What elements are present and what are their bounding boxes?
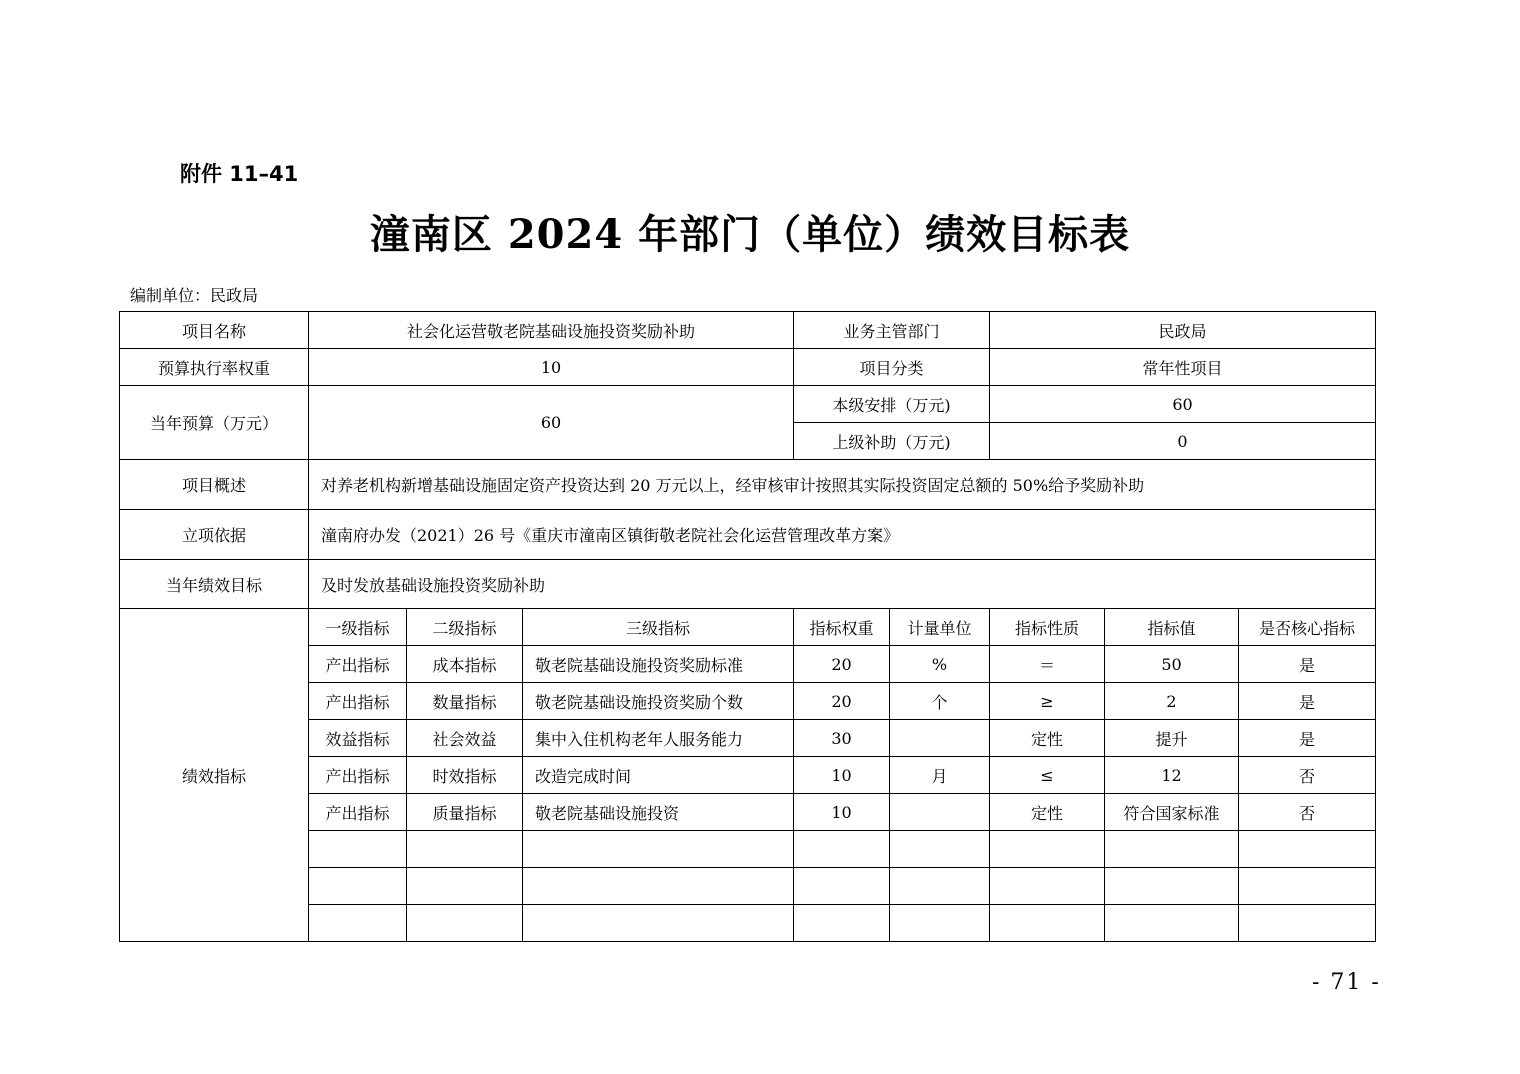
project-name-value: 社会化运营敬老院基础设施投资奖励补助 xyxy=(309,312,794,349)
table-row xyxy=(120,831,1376,868)
cell-weight: 20 xyxy=(794,646,890,683)
basis-label: 立项依据 xyxy=(120,510,309,560)
cell-level2 xyxy=(407,831,523,868)
budget-value: 60 xyxy=(309,386,794,460)
cell-unit xyxy=(890,905,990,942)
cell-value: 提升 xyxy=(1105,720,1239,757)
cell-value: 符合国家标准 xyxy=(1105,794,1239,831)
cell-weight xyxy=(794,905,890,942)
cell-value xyxy=(1105,905,1239,942)
cell-value: 50 xyxy=(1105,646,1239,683)
cell-level1 xyxy=(309,905,407,942)
cell-unit xyxy=(890,831,990,868)
header-value: 指标值 xyxy=(1105,609,1239,646)
cell-nature: ≤ xyxy=(990,757,1105,794)
table-row xyxy=(120,794,1376,831)
cell-nature: 定性 xyxy=(990,720,1105,757)
upper-value: 0 xyxy=(990,423,1376,460)
cell-value: 12 xyxy=(1105,757,1239,794)
cell-level3: 改造完成时间 xyxy=(523,757,794,794)
cell-level2: 质量指标 xyxy=(407,794,523,831)
cell-weight xyxy=(794,868,890,905)
cell-core: 是 xyxy=(1239,720,1376,757)
overview-label: 项目概述 xyxy=(120,460,309,510)
cell-core xyxy=(1239,905,1376,942)
cell-level2: 数量指标 xyxy=(407,683,523,720)
cell-weight xyxy=(794,831,890,868)
table-row xyxy=(120,757,1376,794)
cell-level3 xyxy=(523,868,794,905)
page-number: - 71 - xyxy=(1312,970,1381,995)
attachment-label: 附件 11–41 xyxy=(180,162,299,186)
cell-unit xyxy=(890,794,990,831)
local-label: 本级安排（万元) xyxy=(794,386,990,423)
table-row xyxy=(120,646,1376,683)
header-level2: 二级指标 xyxy=(407,609,523,646)
basis-value: 潼南府办发（2021）26 号《重庆市潼南区镇街敬老院社会化运营管理改革方案》 xyxy=(309,510,1376,560)
cell-core: 是 xyxy=(1239,683,1376,720)
header-unit: 计量单位 xyxy=(890,609,990,646)
cell-unit: % xyxy=(890,646,990,683)
cell-weight: 10 xyxy=(794,757,890,794)
table-row xyxy=(120,720,1376,757)
cell-unit: 月 xyxy=(890,757,990,794)
dept-label: 业务主管部门 xyxy=(794,312,990,349)
header-weight: 指标权重 xyxy=(794,609,890,646)
cell-level3: 敬老院基础设施投资奖励个数 xyxy=(523,683,794,720)
cell-nature: 定性 xyxy=(990,794,1105,831)
cell-level3: 敬老院基础设施投资 xyxy=(523,794,794,831)
cell-level1: 产出指标 xyxy=(309,683,407,720)
cell-level1: 产出指标 xyxy=(309,757,407,794)
cell-nature: ＝ xyxy=(990,646,1105,683)
weight-value: 10 xyxy=(309,349,794,386)
cell-level2 xyxy=(407,868,523,905)
header-core: 是否核心指标 xyxy=(1239,609,1376,646)
table-row xyxy=(120,683,1376,720)
cell-level3 xyxy=(523,905,794,942)
cell-nature xyxy=(990,868,1105,905)
cell-level2: 时效指标 xyxy=(407,757,523,794)
cell-level2 xyxy=(407,905,523,942)
upper-label: 上级补助（万元) xyxy=(794,423,990,460)
cell-nature xyxy=(990,905,1105,942)
cell-level1 xyxy=(309,868,407,905)
cell-value xyxy=(1105,868,1239,905)
header-level1: 一级指标 xyxy=(309,609,407,646)
cell-unit xyxy=(890,868,990,905)
cell-unit xyxy=(890,720,990,757)
table-row xyxy=(120,868,1376,905)
cell-core: 否 xyxy=(1239,794,1376,831)
cell-level1: 产出指标 xyxy=(309,646,407,683)
cell-level1 xyxy=(309,831,407,868)
cell-nature xyxy=(990,831,1105,868)
cell-level3 xyxy=(523,831,794,868)
category-label: 项目分类 xyxy=(794,349,990,386)
cell-level1: 效益指标 xyxy=(309,720,407,757)
cell-core: 否 xyxy=(1239,757,1376,794)
cell-unit: 个 xyxy=(890,683,990,720)
cell-level2: 成本指标 xyxy=(407,646,523,683)
cell-core xyxy=(1239,831,1376,868)
weight-label: 预算执行率权重 xyxy=(120,349,309,386)
budget-label: 当年预算（万元） xyxy=(120,386,309,460)
cell-level2: 社会效益 xyxy=(407,720,523,757)
cell-level3: 敬老院基础设施投资奖励标准 xyxy=(523,646,794,683)
header-nature: 指标性质 xyxy=(990,609,1105,646)
cell-weight: 10 xyxy=(794,794,890,831)
cell-nature: ≥ xyxy=(990,683,1105,720)
page-title: 潼南区 2024 年部门（单位）绩效目标表 xyxy=(369,211,1131,258)
cell-weight: 20 xyxy=(794,683,890,720)
cell-value xyxy=(1105,831,1239,868)
cell-core xyxy=(1239,868,1376,905)
goal-label: 当年绩效目标 xyxy=(120,560,309,609)
overview-value: 对养老机构新增基础设施固定资产投资达到 20 万元以上，经审核审计按照其实际投资固定总额的 50%给予奖励补助 xyxy=(309,460,1376,510)
header-level3: 三级指标 xyxy=(523,609,794,646)
dept-value: 民政局 xyxy=(990,312,1376,349)
cell-value: 2 xyxy=(1105,683,1239,720)
category-value: 常年性项目 xyxy=(990,349,1376,386)
performance-table xyxy=(119,311,1376,942)
cell-level3: 集中入住机构老年人服务能力 xyxy=(523,720,794,757)
compiling-unit: 编制单位：民政局 xyxy=(130,286,259,305)
cell-core: 是 xyxy=(1239,646,1376,683)
goal-value: 及时发放基础设施投资奖励补助 xyxy=(309,560,1376,609)
indicators-label: 绩效指标 xyxy=(120,609,309,942)
table-row xyxy=(120,905,1376,942)
cell-weight: 30 xyxy=(794,720,890,757)
local-value: 60 xyxy=(990,386,1376,423)
project-name-label: 项目名称 xyxy=(120,312,309,349)
cell-level1: 产出指标 xyxy=(309,794,407,831)
